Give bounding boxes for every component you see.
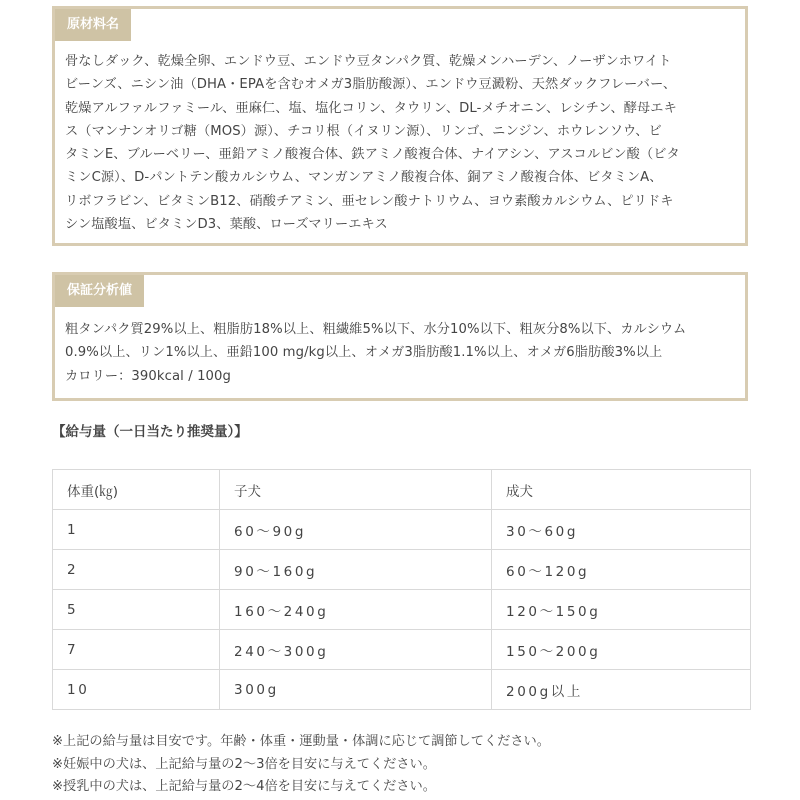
cell-weight: 1	[53, 510, 220, 550]
table-row	[53, 630, 751, 670]
header-adult: 成犬	[492, 470, 751, 510]
header-puppy: 子犬	[220, 470, 492, 510]
ingredients-line: 骨なしダック、乾燥全卵、エンドウ豆、エンドウ豆タンパク質、乾燥メンハーデン、ノーザンホワイト	[65, 54, 672, 69]
table-row	[53, 590, 751, 630]
cell-weight: 7	[53, 630, 220, 670]
header-weight: 体重(㎏)	[53, 470, 220, 510]
analysis-line: カロリー：390kcal / 100g	[65, 368, 232, 384]
analysis-box	[52, 272, 748, 401]
cell-adult: 60～120g	[492, 550, 751, 590]
analysis-line: 0.9%以上、リン1%以上、亜鉛100 mg/kg以上、オメガ3脂肪酸1.1%以上、オメガ6脂肪酸3%以上	[65, 345, 663, 361]
cell-adult: 150～200g	[492, 630, 751, 670]
ingredients-text	[65, 50, 735, 236]
ingredients-line: 乾燥アルファルファミール、亜麻仁、塩、塩化コリン、タウリン、DL-メチオニン、レシチン、酵母エキ	[65, 100, 677, 116]
ingredients-line: リボフラビン、ビタミンB12、硝酸チアミン、亜セレン酸ナトリウム、ヨウ素酸カルシウム、ピリドキ	[65, 193, 674, 209]
feeding-notes	[52, 731, 550, 799]
cell-puppy: 60～90g	[220, 510, 492, 550]
cell-puppy: 240～300g	[220, 630, 492, 670]
ingredients-line: タミンE、ブルーベリー、亜鉛アミノ酸複合体、鉄アミノ酸複合体、ナイアシン、アスコルビン酸（ビタ	[65, 147, 680, 163]
ingredients-label: 原材料名	[55, 9, 131, 41]
ingredients-box	[52, 6, 748, 246]
note-line: ※授乳中の犬は、上記給与量の2～4倍を目安に与えてください。	[52, 779, 436, 794]
analysis-label: 保証分析値	[55, 275, 144, 307]
cell-weight: 2	[53, 550, 220, 590]
note-line: ※妊娠中の犬は、上記給与量の2～3倍を目安に与えてください。	[52, 756, 436, 772]
note-line: ※上記の給与量は目安です。年齢・体重・運動量・体調に応じて調節してください。	[52, 734, 550, 749]
cell-weight: 5	[53, 590, 220, 630]
feeding-table	[52, 469, 751, 710]
cell-adult: 120～150g	[492, 590, 751, 630]
cell-puppy: 300g	[220, 670, 492, 710]
ingredients-line: ビーンズ、ニシン油（DHA・EPAを含むオメガ3脂肪酸源）、エンドウ豆澱粉、天然ダックフレーバー、	[65, 77, 677, 93]
table-header-row	[53, 470, 751, 510]
ingredients-line: シン塩酸塩、ビタミンD3、葉酸、ローズマリーエキス	[65, 217, 388, 233]
analysis-line: 粗タンパク質29%以上、粗脂肪18%以上、粗繊維5%以下、水分10%以下、粗灰分8%以下、カルシウム	[65, 322, 687, 337]
table-row	[53, 550, 751, 590]
cell-puppy: 90～160g	[220, 550, 492, 590]
table-row	[53, 510, 751, 550]
cell-adult: 200g以上	[492, 670, 751, 710]
cell-adult: 30～60g	[492, 510, 751, 550]
ingredients-line: ス（マンナンオリゴ糖（MOS）源）、チコリ根（イヌリン源）、リンゴ、ニンジン、ホウレンソウ、ビ	[65, 123, 662, 139]
ingredients-line: ミンC源）、D-パントテン酸カルシウム、マンガンアミノ酸複合体、銅アミノ酸複合体、ビタミンA、	[65, 170, 663, 186]
analysis-text	[65, 318, 735, 388]
cell-puppy: 160～240g	[220, 590, 492, 630]
table-row	[53, 670, 751, 710]
cell-weight: 10	[53, 670, 220, 710]
feeding-title: 【給与量（一日当たり推奨量）】	[52, 424, 248, 440]
